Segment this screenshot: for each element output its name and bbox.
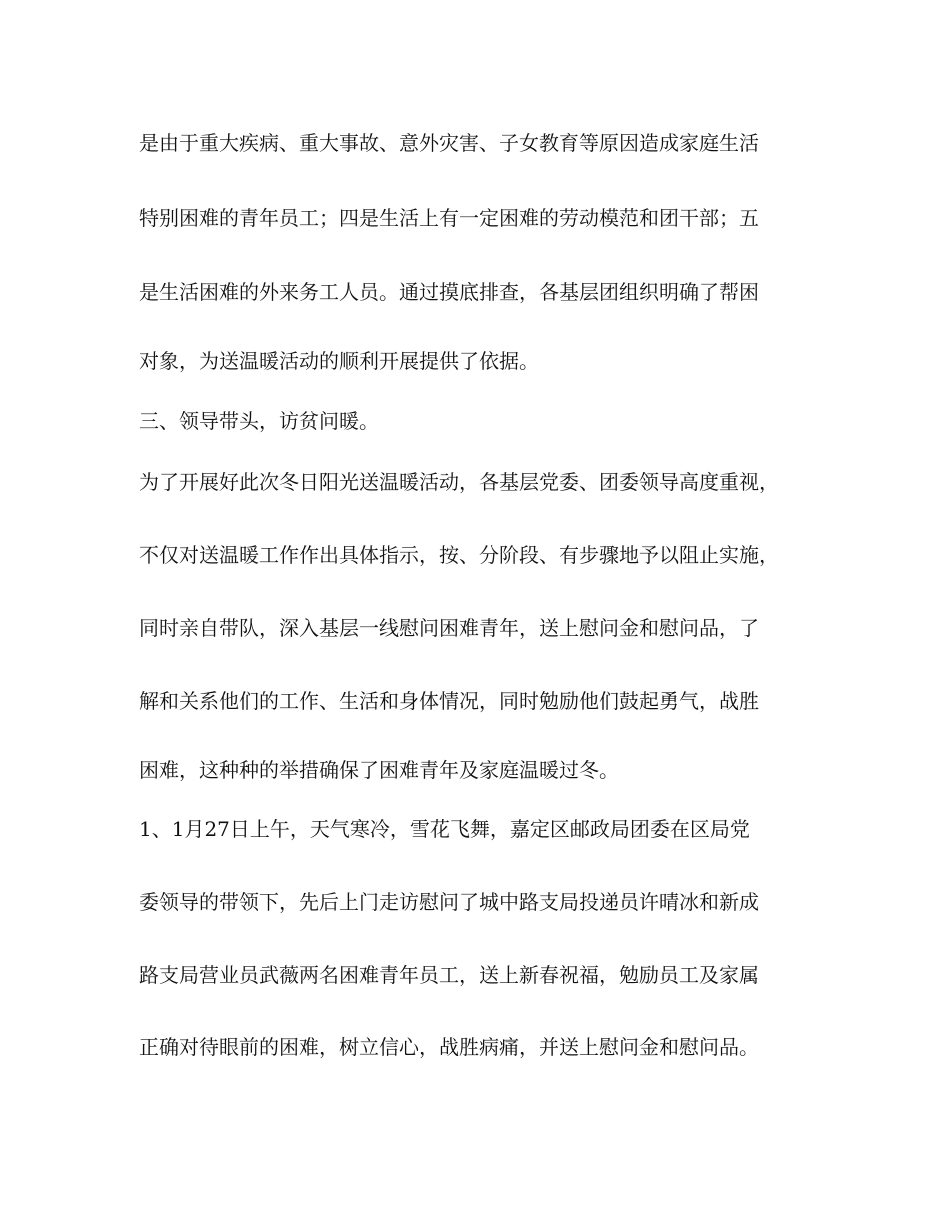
text-line: 委领导的带领下，先后上门走访慰问了城中路支局投递员许晴冰和新成 [139,890,759,914]
text-line: 是生活困难的外来务工人员。通过摸底排查，各基层团组织明确了帮困 [139,280,759,304]
text-line: 对象，为送温暖活动的顺利开展提供了依据。 [139,349,539,373]
text-line: 同时亲自带队，深入基层一线慰问困难青年，送上慰问金和慰问品，了 [139,616,759,640]
section-heading: 三、领导带头，访贫问暖。 [139,409,379,433]
text-line: 1、1月27日上午，天气寒冷，雪花飞舞，嘉定区邮政局团委在区局党 [139,817,750,841]
text-line: 路支局营业员武薇两名困难青年员工，送上新春祝福，勉励员工及家属 [139,963,759,987]
text-line: 特别困难的青年员工；四是生活上有一定困难的劳动模范和团干部；五 [139,206,759,230]
text-line: 不仅对送温暖工作作出具体指示，按、分阶段、有步骤地予以阻止实施， [139,543,779,567]
text-line: 为了开展好此次冬日阳光送温暖活动，各基层党委、团委领导高度重视， [139,470,779,494]
text-line: 正确对待眼前的困难，树立信心，战胜病痛，并送上慰问金和慰问品。 [139,1035,759,1059]
text-line: 困难，这种种的举措确保了困难青年及家庭温暖过冬。 [139,758,619,782]
text-line: 是由于重大疾病、重大事故、意外灾害、子女教育等原因造成家庭生活 [139,131,759,155]
text-line: 解和关系他们的工作、生活和身体情况，同时勉励他们鼓起勇气，战胜 [139,689,759,713]
